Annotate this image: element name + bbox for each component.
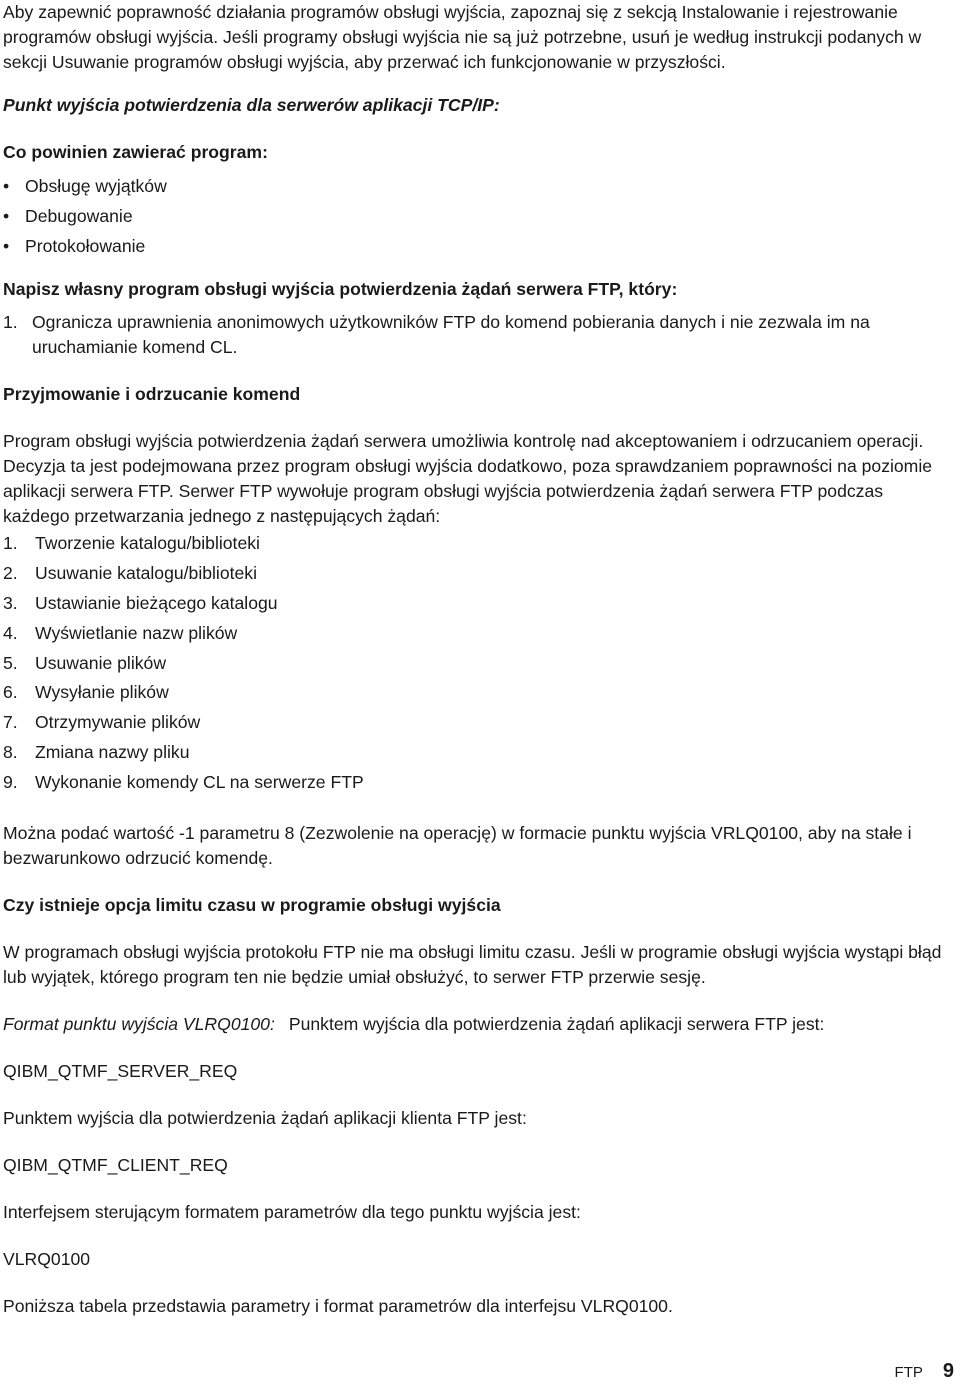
client-text: Punktem wyjścia dla potwierdzenia żądań aplikacji klienta FTP jest: bbox=[3, 1108, 527, 1129]
page-number: 9 bbox=[942, 1360, 954, 1382]
document-page bbox=[3, 0, 953, 1319]
value-paragraph: Można podać wartość -1 parametru 8 (Zezwolenie na operację) w formacie punktu wyjścia VRLQ0100, aby na stałe i bezwarunkowo odrzucić komendę. bbox=[3, 823, 912, 869]
intro-paragraph: Aby zapewnić poprawność działania programów obsługi wyjścia, zapoznaj się z sekcją Instalowanie i rejestrowanie programów obsługi wyjścia. Jeśli programy obsługi wyjścia nie są już potrzebne, usuń je według instrukcji podanych w sekcji Usuwanie programów obsługi wyjścia, aby przerwać ich funkcjonowanie w przyszłości. bbox=[3, 2, 922, 72]
list-item: 6. Wysyłanie plików bbox=[3, 682, 169, 703]
timeout-heading: Czy istnieje opcja limitu czasu w programie obsługi wyjścia bbox=[3, 895, 501, 916]
list-item: 1. Ogranicza uprawnienia anonimowych użytkowników FTP do komend pobierania danych i nie zezwala im na uruchamianie komend CL. bbox=[3, 312, 870, 357]
list-item: • Obsługę wyjątków bbox=[3, 171, 953, 201]
interface-value: VLRQ0100 bbox=[3, 1249, 91, 1270]
server-exit-point: QIBM_QTMF_SERVER_REQ bbox=[3, 1061, 238, 1082]
format-text: Punktem wyjścia dla potwierdzenia żądań aplikacji serwera FTP jest: bbox=[288, 1014, 825, 1035]
write-heading: Napisz własny program obsługi wyjścia potwierdzenia żądań serwera FTP, który: bbox=[3, 279, 678, 299]
list-item: 7. Otrzymywanie plików bbox=[3, 712, 201, 733]
contents-heading: Co powinien zawierać program: bbox=[3, 142, 268, 162]
list-item: • Protokołowanie bbox=[3, 231, 953, 261]
bullet-icon: • bbox=[3, 236, 10, 256]
table-text: Poniższa tabela przedstawia parametry i format parametrów dla interfejsu VLRQ0100. bbox=[3, 1296, 673, 1317]
accept-heading: Przyjmowanie i odrzucanie komend bbox=[3, 384, 301, 404]
format-label: Format punktu wyjścia VLRQ0100: bbox=[3, 1014, 275, 1035]
client-exit-point: QIBM_QTMF_CLIENT_REQ bbox=[3, 1155, 228, 1176]
operations-list bbox=[3, 529, 953, 798]
accept-paragraph: Program obsługi wyjścia potwierdzenia żądań serwera umożliwia kontrolę nad akceptowaniem i odrzucaniem operacji. Decyzja ta jest podejmowana przez program obsługi wyjścia dodatkowo, poza sprawdzaniem poprawności na poziomie aplikacji serwera FTP. Serwer FTP wywołuje program obsługi wyjścia potwierdzenia żądań serwera FTP podczas każdego przetwarzania jednego z następujących żądań: bbox=[3, 431, 933, 526]
list-item: 5. Usuwanie plików bbox=[3, 652, 167, 673]
list-item: 8. Zmiana nazwy pliku bbox=[3, 742, 190, 763]
contents-list bbox=[3, 171, 953, 261]
list-item: • Debugowanie bbox=[3, 201, 953, 231]
bullet-icon: • bbox=[3, 206, 10, 226]
requirements-list bbox=[3, 310, 953, 360]
list-item: 4. Wyświetlanie nazw plików bbox=[3, 622, 238, 643]
list-item: 1. Tworzenie katalogu/biblioteki bbox=[3, 533, 260, 553]
bullet-icon: • bbox=[3, 176, 10, 196]
list-item: 9. Wykonanie komendy CL na serwerze FTP bbox=[3, 772, 364, 793]
list-item: 2. Usuwanie katalogu/biblioteki bbox=[3, 562, 258, 583]
footer-section: FTP bbox=[894, 1364, 923, 1381]
timeout-paragraph: W programach obsługi wyjścia protokołu FTP nie ma obsługi limitu czasu. Jeśli w programie obsługi wyjścia wystąpi błąd lub wyjątek, którego program ten nie będzie umiał obsłużyć, to serwer FTP przerwie sesję. bbox=[3, 942, 942, 988]
interface-text: Interfejsem sterującym formatem parametrów dla tego punktu wyjścia jest: bbox=[3, 1202, 581, 1223]
list-item: 3. Ustawianie bieżącego katalogu bbox=[3, 592, 278, 613]
page-footer bbox=[895, 1359, 954, 1385]
section-title: Punkt wyjścia potwierdzenia dla serwerów aplikacji TCP/IP: bbox=[3, 95, 500, 115]
format-line bbox=[3, 1012, 953, 1037]
